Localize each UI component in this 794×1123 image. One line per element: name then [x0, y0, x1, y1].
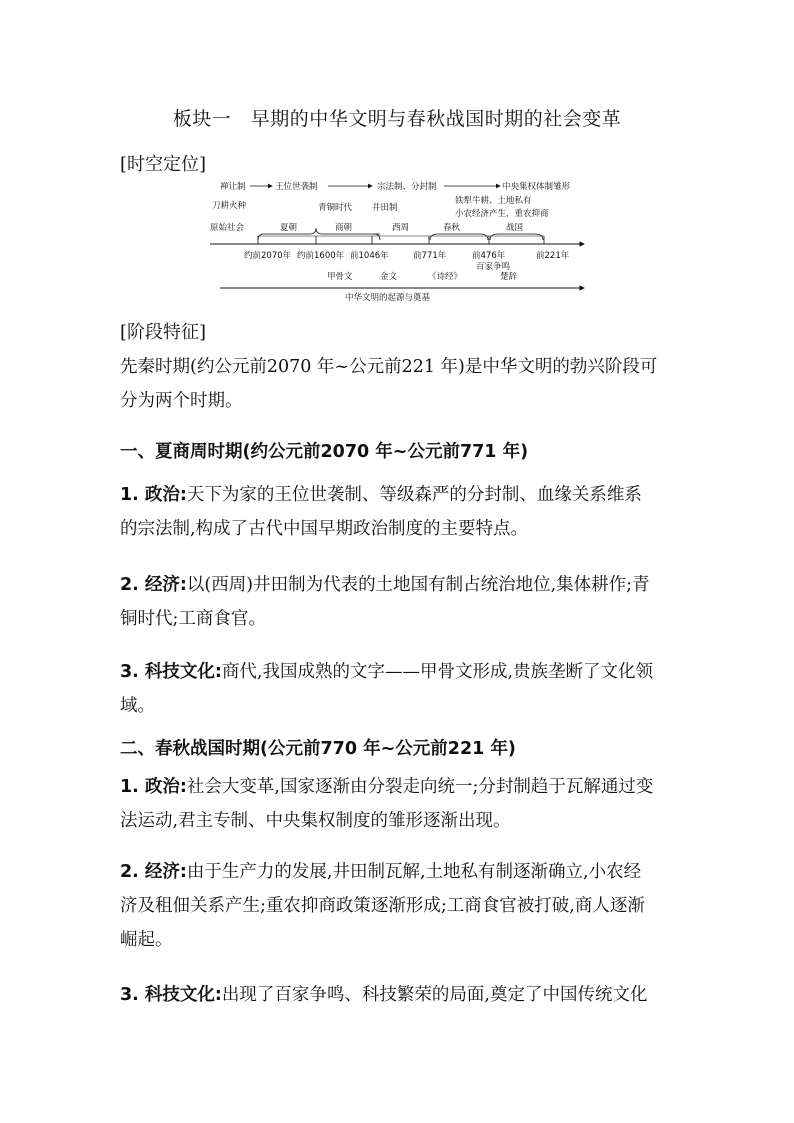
part1-item-1 — [120, 478, 680, 546]
period-4: 西周 — [392, 223, 410, 233]
part2-heading: 二、春秋战国时期(公元前770 年~公元前221 年) — [120, 739, 516, 759]
period-1: 原始社会 — [210, 223, 245, 233]
chain-4: 中央集权体制雏形 — [502, 182, 571, 192]
item-label: 1. 政治: — [120, 777, 187, 797]
row2-4: 铁犁牛耕、土地私有 — [455, 196, 532, 206]
culture-3: 《诗经》 — [428, 272, 463, 282]
page-title: 板块一 早期的中华文明与春秋战国时期的社会变革 — [172, 108, 622, 130]
culture-4: 百家争鸣 — [476, 262, 511, 272]
row2-5: 小农经济产生，重农抑商 — [455, 209, 549, 219]
period-2: 夏朝 — [280, 223, 298, 233]
date-5: 前476年 — [472, 251, 506, 261]
date-4: 前771年 — [413, 251, 447, 261]
item-label: 2. 经济: — [120, 862, 187, 882]
date-3: 前1046年 — [350, 251, 389, 261]
period-6: 战国 — [506, 223, 524, 233]
intro-paragraph — [120, 350, 680, 418]
section-label-timeline: [时空定位] — [120, 154, 207, 175]
row2-3: 井田制 — [372, 203, 398, 213]
item-text: 以(西周)井田制为代表的土地国有制占统治地位,集体耕作;青 — [186, 575, 650, 595]
row2-2: 青铜时代 — [318, 203, 353, 213]
item-text: 商代,我国成熟的文字——甲骨文形成,贵族垄断了文化领 — [221, 662, 654, 682]
item-text: 的宗法制,构成了古代中国早期政治制度的主要特点。 — [120, 519, 529, 539]
item-text: 济及租佃关系产生;重农抑商政策逐渐形成;工商食官被打破,商人逐渐 — [120, 896, 645, 916]
timeline-diagram — [200, 178, 600, 306]
part2-item-1 — [120, 770, 680, 838]
timeline-caption: 中华文明的起源与奠基 — [345, 293, 431, 303]
item-text: 出现了百家争鸣、科技繁荣的局面,奠定了中国传统文化 — [221, 985, 648, 1005]
period-3: 商朝 — [335, 223, 353, 233]
date-2: 约前1600年 — [297, 251, 345, 261]
timeline-figure — [200, 178, 600, 306]
date-6: 前221年 — [536, 251, 570, 261]
part1-item-2 — [120, 568, 680, 636]
item-text: 社会大变革,国家逐渐由分裂走向统一;分封制趋于瓦解通过变 — [186, 777, 654, 797]
chain-2: 王位世袭制 — [275, 182, 318, 192]
item-text: 由于生产力的发展,井田制瓦解,土地私有制逐渐确立,小农经 — [186, 862, 642, 882]
item-label: 3. 科技文化: — [120, 662, 222, 682]
part2-item-3 — [120, 978, 680, 1012]
intro-line-1: 先秦时期(约公元前2070 年~公元前221 年)是中华文明的勃兴阶段可 — [120, 357, 658, 377]
intro-line-2: 分为两个时期。 — [120, 391, 243, 411]
section-label-features: [阶段特征] — [120, 322, 207, 343]
chain-1: 禅让制 — [220, 182, 246, 192]
part2-item-2 — [120, 855, 680, 957]
chain-3: 宗法制、分封制 — [377, 182, 437, 192]
item-label: 3. 科技文化: — [120, 985, 222, 1005]
period-5: 春秋 — [443, 223, 461, 233]
culture-1: 甲骨文 — [327, 272, 353, 282]
row2-1: 刀耕火种 — [212, 201, 247, 211]
item-text: 天下为家的王位世袭制、等级森严的分封制、血缘关系维系 — [186, 485, 642, 505]
part1-item-3 — [120, 655, 680, 723]
item-text: 域。 — [120, 696, 155, 716]
date-1: 约前2070年 — [244, 251, 292, 261]
item-text: 法运动,君主专制、中央集权制度的雏形逐渐出现。 — [120, 811, 511, 831]
item-text: 崛起。 — [120, 930, 173, 950]
culture-2: 金文 — [380, 272, 398, 282]
item-label: 2. 经济: — [120, 575, 187, 595]
part1-heading: 一、夏商周时期(约公元前2070 年~公元前771 年) — [120, 442, 529, 462]
item-text: 铜时代;工商食官。 — [120, 609, 266, 629]
item-label: 1. 政治: — [120, 485, 187, 505]
culture-5: 楚辞 — [500, 272, 518, 282]
